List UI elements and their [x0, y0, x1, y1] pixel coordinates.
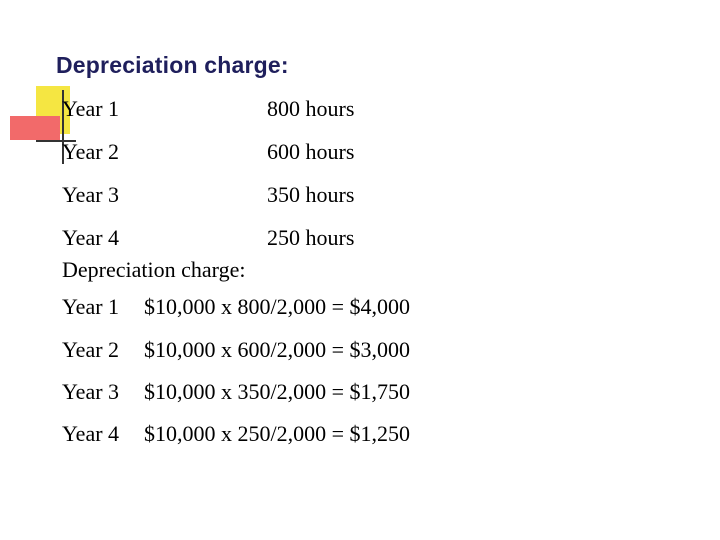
- hours-row-year-1: [62, 96, 355, 122]
- hours-year-label: Year 3: [62, 182, 120, 207]
- charge-row-year-3: [62, 379, 411, 405]
- charge-year-label: Year 3: [62, 379, 120, 404]
- hours-value: 250 hours: [267, 225, 355, 250]
- hours-row-year-3: [62, 182, 355, 208]
- ornament-red-bar: [10, 116, 60, 140]
- hours-row-year-2: [62, 139, 355, 165]
- charge-calculation: $10,000 x 350/2,000 = $1,750: [144, 379, 411, 404]
- hours-value: 800 hours: [267, 96, 355, 121]
- hours-row-year-4: [62, 225, 355, 251]
- charge-calculation: $10,000 x 250/2,000 = $1,250: [144, 421, 411, 446]
- bullet-ornament-icon: [10, 86, 70, 166]
- depreciation-subheading: Depreciation charge:: [62, 257, 246, 282]
- charge-row-year-2: [62, 337, 411, 363]
- hours-year-label: Year 4: [62, 225, 120, 250]
- charge-calculation: $10,000 x 800/2,000 = $4,000: [144, 294, 411, 319]
- hours-value: 350 hours: [267, 182, 355, 207]
- charge-row-year-1: [62, 294, 411, 320]
- slide-title: Depreciation charge:: [56, 52, 289, 78]
- hours-year-label: Year 1: [62, 96, 120, 121]
- charge-calculation: $10,000 x 600/2,000 = $3,000: [144, 337, 411, 362]
- charge-year-label: Year 1: [62, 294, 120, 319]
- charge-year-label: Year 2: [62, 337, 120, 362]
- charge-row-year-4: [62, 421, 411, 447]
- hours-year-label: Year 2: [62, 139, 120, 164]
- charge-year-label: Year 4: [62, 421, 120, 446]
- hours-value: 600 hours: [267, 139, 355, 164]
